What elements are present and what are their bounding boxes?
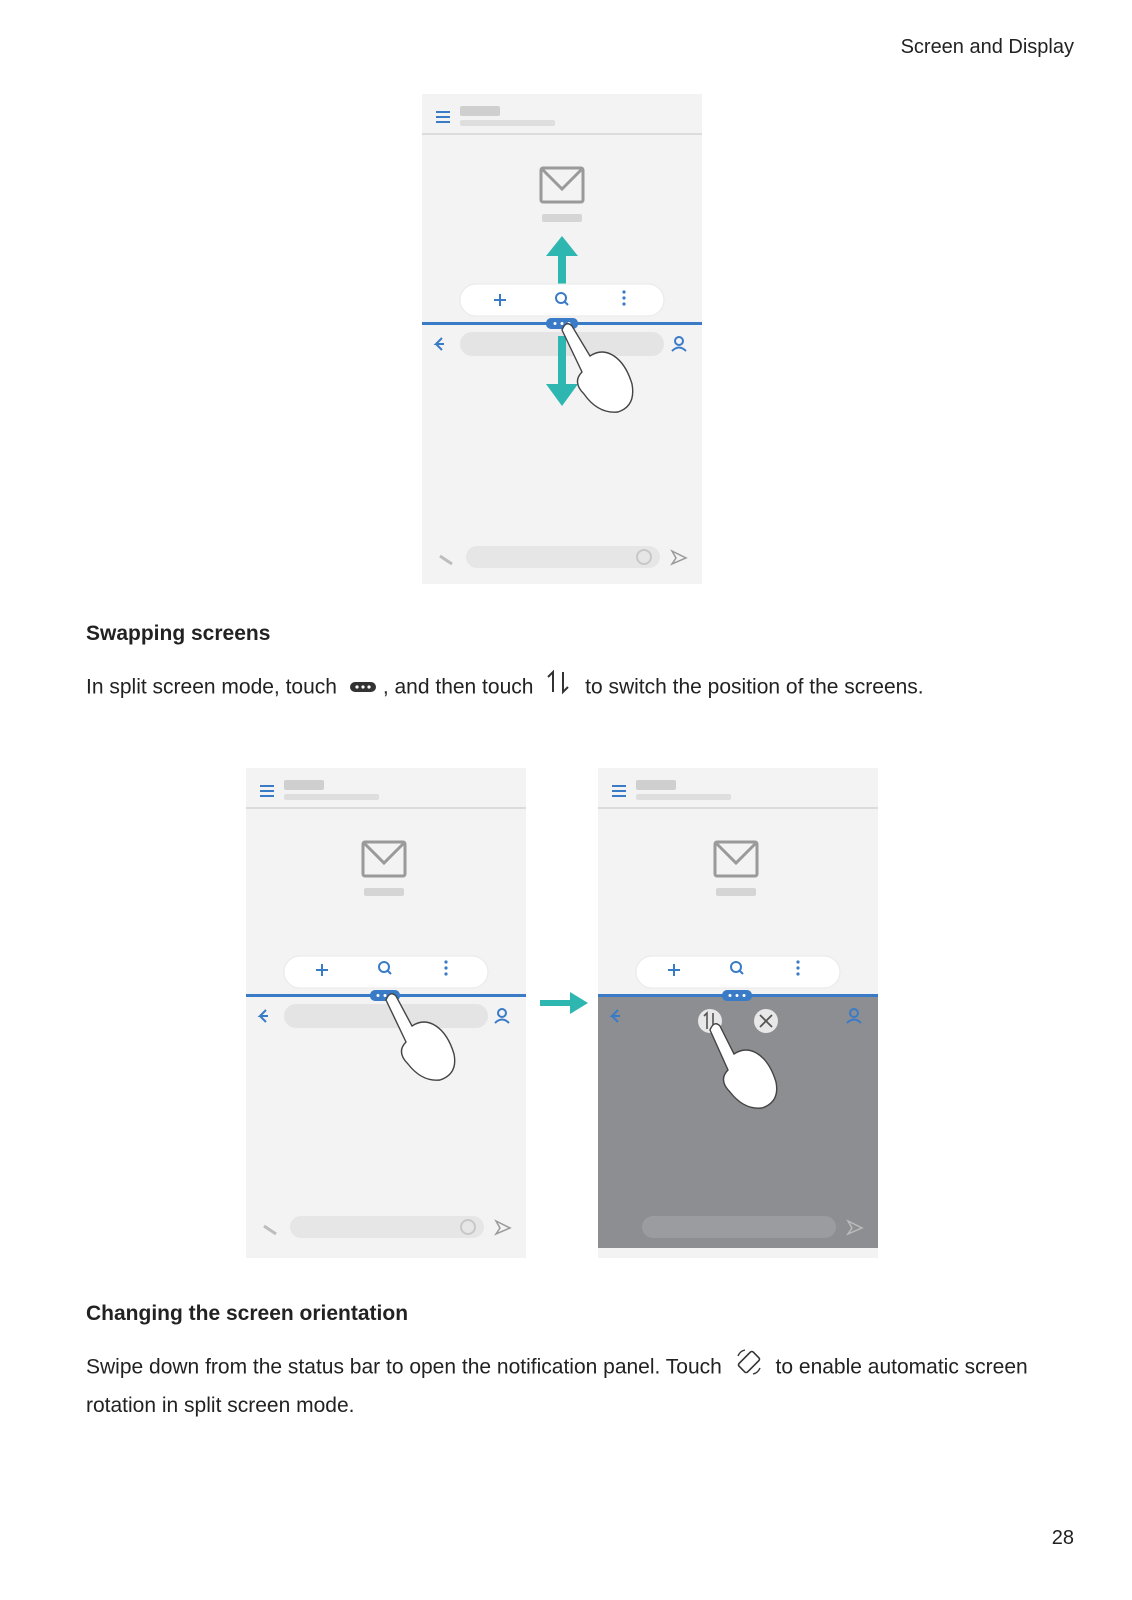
phone-illustration — [246, 768, 526, 1248]
phone-illustration — [598, 768, 878, 1248]
phone-illustration — [422, 94, 702, 584]
page-number: 28 — [1051, 1527, 1074, 1549]
section-heading-swapping: Swapping screens — [86, 622, 271, 645]
paragraph-orientation-part-2: to enable automatic screen rotation in split screen mode. — [86, 1355, 1028, 1417]
swap-screens-icon — [545, 668, 573, 708]
figure-split-screen-resize — [422, 94, 702, 584]
auto-rotate-icon — [734, 1348, 764, 1388]
section-heading-orientation: Changing the screen orientation — [86, 1302, 409, 1325]
running-header: Screen and Display — [900, 36, 1074, 58]
figure-swap-after — [598, 768, 878, 1258]
paragraph-swapping-part-3: to switch the position of the screens. — [585, 675, 924, 699]
paragraph-orientation — [86, 1348, 1066, 1424]
paragraph-orientation-part-1: Swipe down from the status bar to open the notification panel. Touch — [86, 1355, 722, 1379]
figure-swap-before — [246, 768, 526, 1258]
paragraph-swapping — [86, 668, 1066, 708]
paragraph-swapping-part-1: In split screen mode, touch — [86, 675, 337, 699]
split-handle-icon — [349, 670, 377, 706]
transition-arrow-icon — [540, 990, 590, 1016]
paragraph-swapping-part-2: , and then touch — [382, 675, 534, 699]
